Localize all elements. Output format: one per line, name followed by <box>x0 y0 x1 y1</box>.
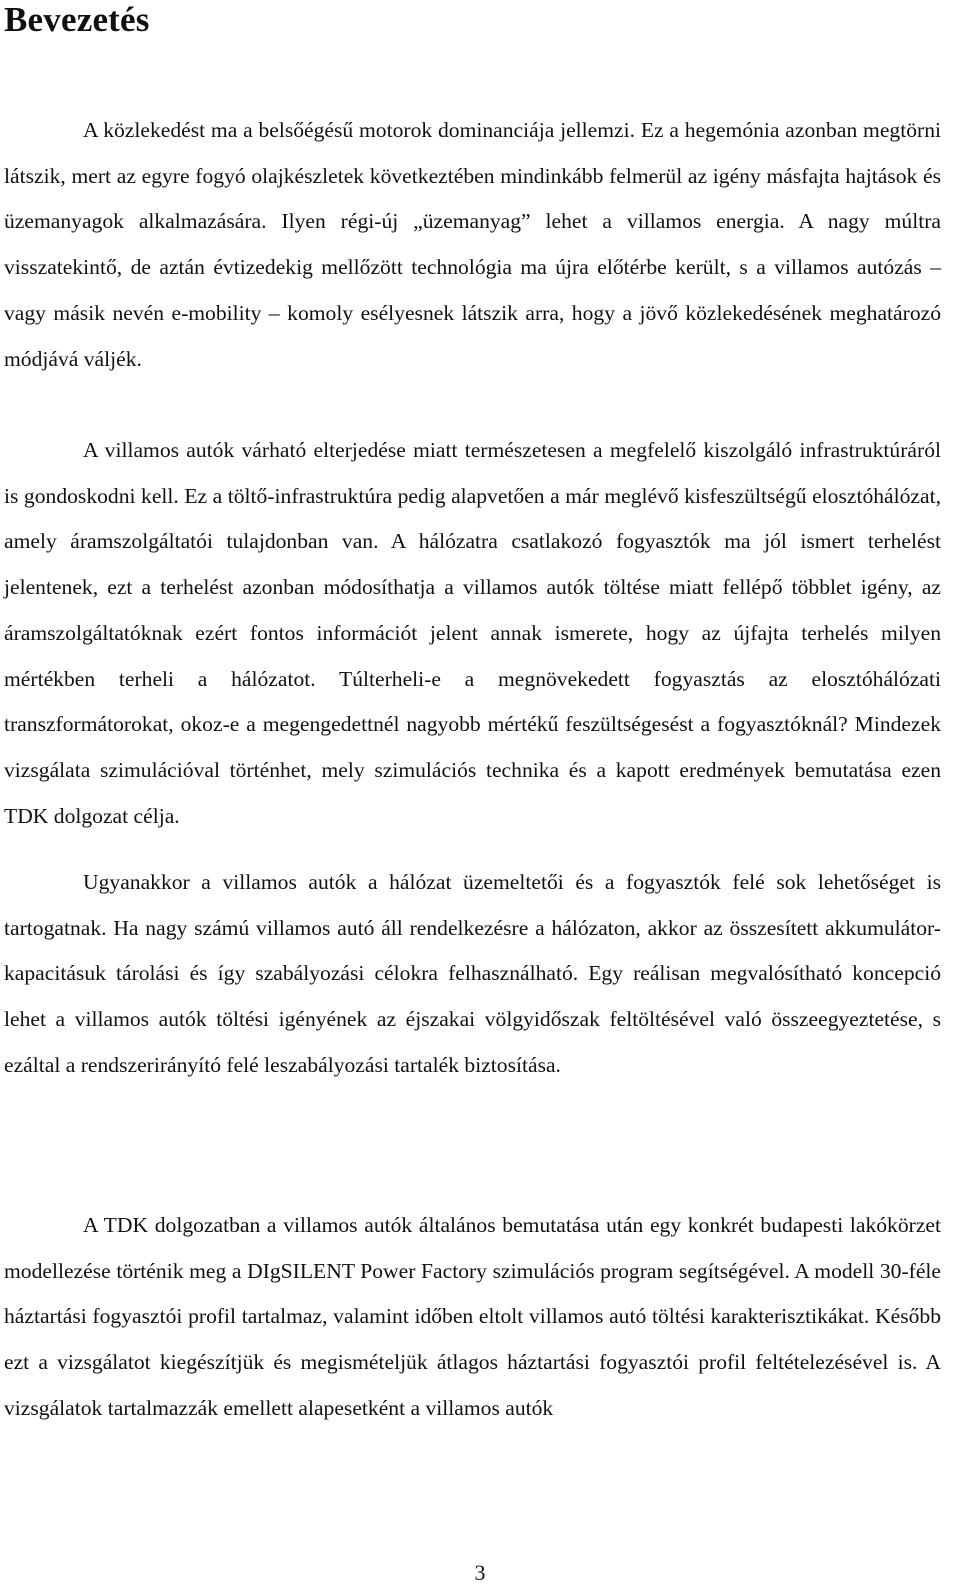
paragraph-intro: A közlekedést ma a belsőégésű motorok dominanciája jellemzi. Ez a hegemónia azonban megtörni látszik, mert az egyre fogyó olajkészletek következtében mindinkább felmerül az igény másfajta hajtások és üzemanyagok alkalmazására. Ilyen régi-új „üzemanyag” lehet a villamos energia. A nagy múltra visszatekintő, de aztán évtizedekig mellőzött technológia ma újra előtérbe került, s a villamos autózás – vagy másik nevén e-mobility – komoly esélyesnek látszik arra, hogy a jövő közlekedésének meghatározó módjává váljék. <box>4 118 941 371</box>
paragraph-infrastructure: A villamos autók várható elterjedése miatt természetesen a megfelelő kiszolgáló infrastruktúráról is gondoskodni kell. Ez a töltő-infrastruktúra pedig alapvetően a már meglévő kisfeszültségű elosztóhálózat, amely áramszolgáltatói tulajdonban van. A hálózatra csatlakozó fogyasztók ma jól ismert terhelést jelentenek, ezt a terhelést azonban módosíthatja a villamos autók töltése miatt fellépő többlet igény, az áramszolgáltatóknak ezért fontos információt jelent annak ismerete, hogy az újfajta terhelés milyen mértékben terheli a hálózatot. Túlterheli-e a megnövekedett fogyasztás az elosztóhálózati transzformátorokat, okoz-e a megengedettnél nagyobb mértékű feszültségesést a fogyasztóknál? Mindezek vizsgálata szimulációval történhet, mely szimulációs technika és a kapott eredmények bemutatása ezen TDK dolgozat célja. <box>4 438 941 828</box>
paragraph-tdk-overview: A TDK dolgozatban a villamos autók általános bemutatása után egy konkrét budapesti lakókörzet modellezése történik meg a DIgSILENT Power Factory szimulációs program segítségével. A modell 30-féle háztartási fogyasztói profil tartalmaz, valamint időben eltolt villamos autó töltési karakterisztikákat. Később ezt a vizsgálatot kiegészítjük és megismételjük átlagos háztartási fogyasztói profil feltételezésével is. A vizsgálatok tartalmazzák emellett alapesetként a villamos autók <box>4 1213 941 1420</box>
paragraph-opportunities: Ugyanakkor a villamos autók a hálózat üzemeltetői és a fogyasztók felé sok lehetőséget is tartogatnak. Ha nagy számú villamos autó áll rendelkezésre a hálózaton, akkor az összesített akkumulátor-kapacitásuk tárolási és így szabályozási célokra felhasználható. Egy reálisan megvalósítható koncepció lehet a villamos autók töltési igényének az éjszakai völgyidőszak feltöltésével való összeegyeztetése, s ezáltal a rendszerirányító felé leszabályozási tartalék biztosítása. <box>4 870 941 1077</box>
page-number: 3 <box>474 1560 486 1585</box>
section-heading: Bevezetés <box>4 0 150 39</box>
